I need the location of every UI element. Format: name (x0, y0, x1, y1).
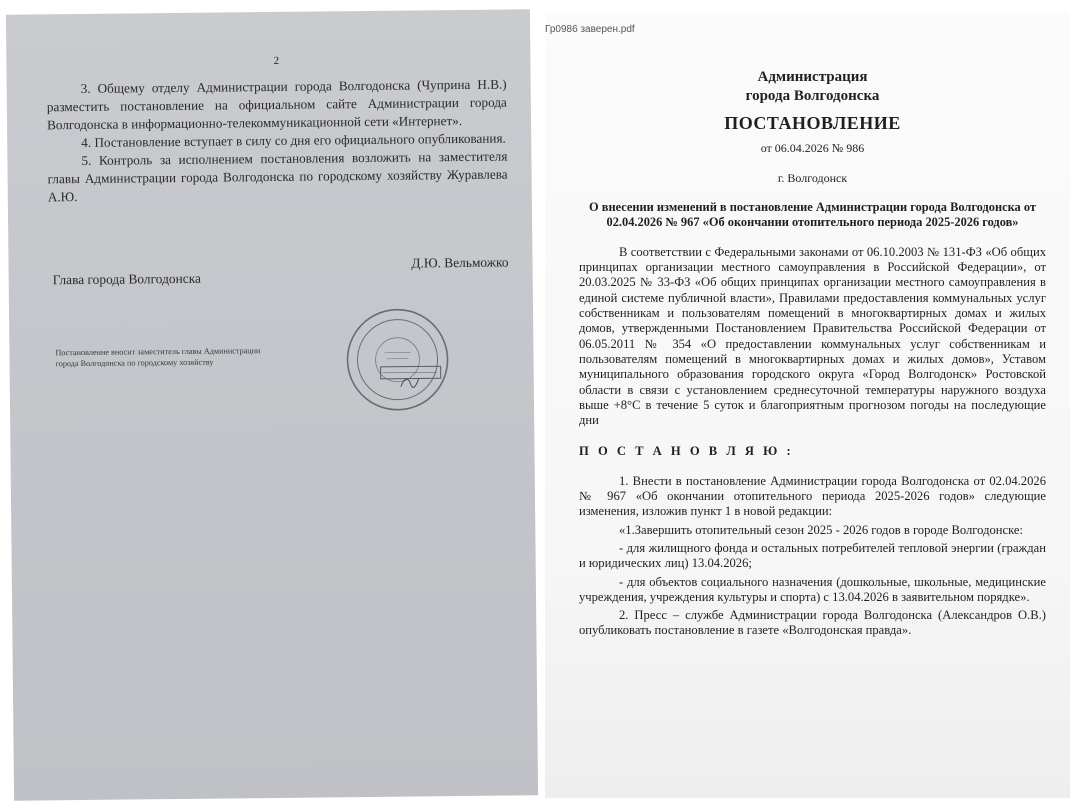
document-subject: О внесении изменений в постановление Администрации города Волгодонска от 02.04.2026 № 967 «Об окончании отопительного периода 2025-2026 годов» (589, 199, 1036, 229)
footnote (55, 345, 305, 370)
item-1-social: - для объектов социального назначения (дошкольные, школьные, медицинские учреждения, учреждения культуры и спорта) с 13.04.2026 в заявительном порядке». (579, 574, 1046, 604)
paragraph-3: 3. Общему отделу Администрации города Волгодонска (Чуприна Н.В.) разместить постановление на официальном сайте Администрации города Волгодонска в информационно-телекоммуникационной сети «Интернет». (46, 76, 507, 133)
city: г. Волгодонск (777, 170, 848, 185)
paragraph-4: 4. Постановление вступает в силу со дня его официального опубликования. (81, 130, 506, 150)
right-page-body (579, 68, 1046, 639)
organization-line-2: города Волгодонска (745, 88, 880, 104)
item-2: 2. Пресс – службе Администрации города Волгодонска (Александров О.В.) опубликовать постановление в газете «Волгодонская правда». (579, 608, 1046, 638)
decree-heading: П О С Т А Н О В Л Я Ю : (579, 444, 794, 459)
footnote-line-1: Постановление вносит заместитель главы Администрации (55, 346, 261, 358)
left-document-page (6, 9, 538, 800)
organization-line-1: Администрация (757, 69, 868, 85)
file-name-header: Гр0986 заверен.pdf (545, 24, 635, 35)
preamble: В соответствии с Федеральными законами от 06.10.2003 № 131-ФЗ «Об общих принципах организации местного самоуправления в Российской Федерации», от 20.03.2025 № 33-ФЗ «Об общих принципах организации местного самоуправления в единой системе публичной власти», Правилами предоставления коммунальных услуг собственникам и пользователям помещений в многоквартирных домах и жилых домов, утвержденными Постановлением Правительства Российской Федерации от 06.05.2011 № 354 «О предоставлении коммунальных услуг собственникам и пользователям помещений в многоквартирных домах и жилых домов», Уставом муниципального образования городского округа «Город Волгодонск» Ростовской области в связи с установлением среднесуточной температуры наружного воздуха выше +8°С в течение 5 суток и благоприятным прогнозом погоды на последующие дни (579, 244, 1046, 428)
document-type: ПОСТАНОВЛЕНИЕ (724, 113, 901, 133)
item-1: 1. Внести в постановление Администрации города Волгодонска от 02.04.2026 № 967 «Об окончании отопительного периода 2025-2026 годов» следующие изменения, изложив пункт 1 в новой редакции: (579, 473, 1046, 519)
footnote-line-2: города Волгодонска по городскому хозяйству (55, 357, 214, 369)
signature-block (52, 254, 509, 288)
right-document-page (545, 12, 1070, 798)
left-page-body (46, 50, 508, 207)
date-and-number: от 06.04.2026 № 986 (760, 141, 865, 156)
item-1-text: «1.Завершить отопительный сезон 2025 - 2026 годов в городе Волгодонске: (619, 522, 1024, 537)
signature-name: Д.Ю. Вельможко (411, 254, 509, 271)
signature-title: Глава города Волгодонска (52, 270, 201, 288)
approval-stamp-icon (342, 304, 453, 415)
page-number: 2 (273, 54, 280, 67)
paragraph-5: 5. Контроль за исполнением постановления возложить на заместителя главы Администрации города Волгодонска по городскому хозяйству Журавлева А.Ю. (47, 148, 508, 205)
item-1-housing: - для жилищного фонда и остальных потребителей тепловой энергии (граждан и юридических лиц) 13.04.2026; (579, 540, 1046, 571)
